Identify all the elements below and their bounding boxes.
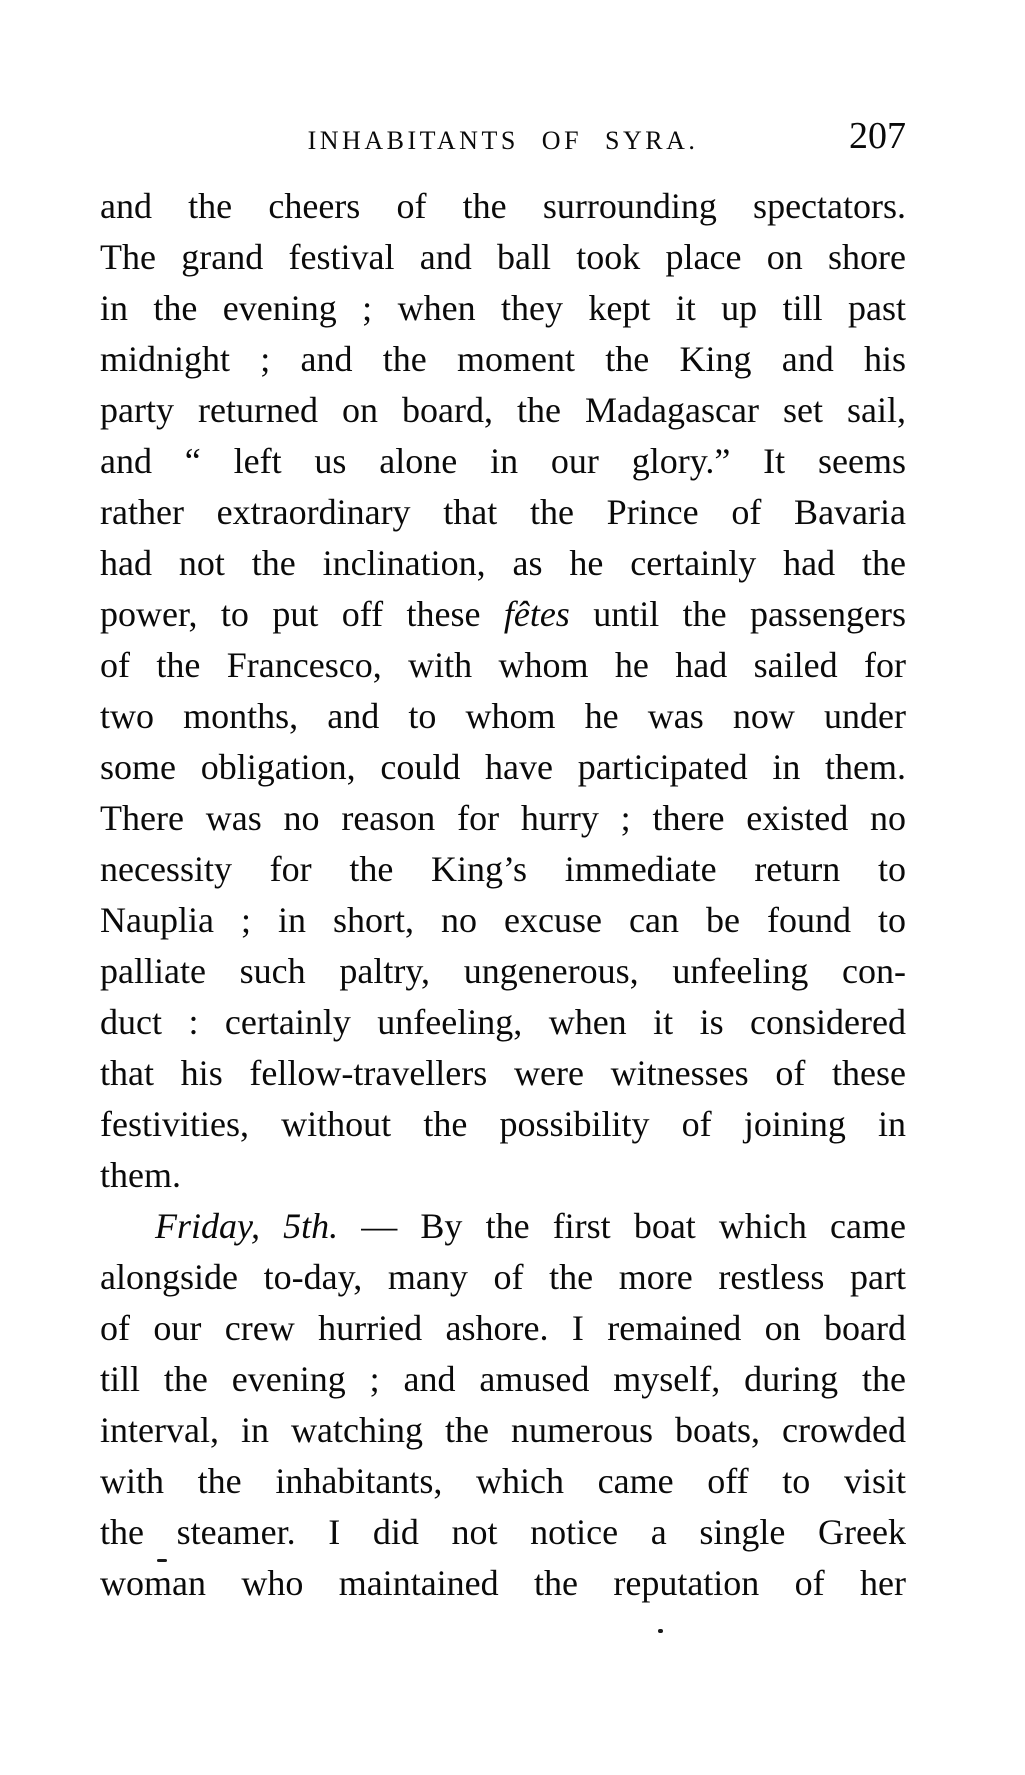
text-line xyxy=(100,1507,906,1558)
text-segment: — By the first boat which came xyxy=(338,1206,906,1246)
page-body xyxy=(100,181,906,1609)
text-line xyxy=(100,1558,906,1609)
text-segment: necessity for the King’s immediate return to xyxy=(100,849,906,889)
text-line xyxy=(100,1048,906,1099)
text-line xyxy=(100,946,906,997)
text-line xyxy=(100,1303,906,1354)
text-segment: two months, and to whom he was now under xyxy=(100,696,906,736)
italic-text: Friday, 5th. xyxy=(155,1206,339,1246)
text-segment: woman who maintained the reputation of her xyxy=(100,1563,906,1603)
text-line xyxy=(100,334,906,385)
page-number: 207 xyxy=(849,115,906,157)
text-line xyxy=(100,1099,906,1150)
text-segment: some obligation, could have participated in them. xyxy=(100,747,906,787)
text-segment: and “ left us alone in our glory.” It seems xyxy=(100,441,906,481)
text-line xyxy=(100,385,906,436)
text-segment: in the evening ; when they kept it up till past xyxy=(100,288,906,328)
text-segment: The grand festival and ball took place on shore xyxy=(100,237,906,277)
text-segment: them. xyxy=(100,1155,181,1195)
scan-speck xyxy=(157,1559,167,1562)
text-line xyxy=(100,742,906,793)
text-segment: interval, in watching the numerous boats, crowded xyxy=(100,1410,906,1450)
text-line xyxy=(100,1201,906,1252)
text-segment: and the cheers of the surrounding spectators. xyxy=(100,186,906,226)
text-segment: with the inhabitants, which came off to visit xyxy=(100,1461,906,1501)
text-line xyxy=(100,1252,906,1303)
text-line xyxy=(100,1354,906,1405)
text-segment: There was no reason for hurry ; there existed no xyxy=(100,798,906,838)
text-line xyxy=(100,283,906,334)
text-line xyxy=(100,1456,906,1507)
text-segment: duct : certainly unfeeling, when it is considered xyxy=(100,1002,906,1042)
text-segment: palliate such paltry, ungenerous, unfeeling con- xyxy=(100,951,906,991)
text-segment: festivities, without the possibility of joining in xyxy=(100,1104,906,1144)
text-segment: midnight ; and the moment the King and his xyxy=(100,339,906,379)
text-segment: until the passengers xyxy=(569,594,906,634)
text-segment: of our crew hurried ashore. I remained on board xyxy=(100,1308,906,1348)
text-segment: power, to put off these xyxy=(100,594,504,634)
text-segment: of the Francesco, with whom he had sailed for xyxy=(100,645,906,685)
text-line xyxy=(100,181,906,232)
text-line xyxy=(100,232,906,283)
text-line xyxy=(100,589,906,640)
text-line xyxy=(100,691,906,742)
text-segment: rather extraordinary that the Prince of Bavaria xyxy=(100,492,906,532)
text-line xyxy=(100,844,906,895)
text-line xyxy=(100,487,906,538)
text-segment: Nauplia ; in short, no excuse can be found to xyxy=(100,900,906,940)
text-line xyxy=(100,1150,906,1201)
text-segment: the steamer. I did not notice a single Greek xyxy=(100,1512,906,1552)
text-line xyxy=(100,1405,906,1456)
text-line xyxy=(100,997,906,1048)
scan-speck xyxy=(658,1629,663,1633)
text-segment: till the evening ; and amused myself, during the xyxy=(100,1359,906,1399)
running-title: INHABITANTS OF SYRA. xyxy=(307,126,699,155)
text-line xyxy=(100,436,906,487)
text-segment: had not the inclination, as he certainly had the xyxy=(100,543,906,583)
text-line xyxy=(100,640,906,691)
text-line xyxy=(100,895,906,946)
text-segment: that his fellow-travellers were witnesses of these xyxy=(100,1053,906,1093)
text-segment: party returned on board, the Madagascar set sail, xyxy=(100,390,906,430)
italic-text: fêtes xyxy=(503,594,570,634)
text-line xyxy=(100,793,906,844)
text-line xyxy=(100,538,906,589)
text-segment: alongside to-day, many of the more restless part xyxy=(100,1257,906,1297)
